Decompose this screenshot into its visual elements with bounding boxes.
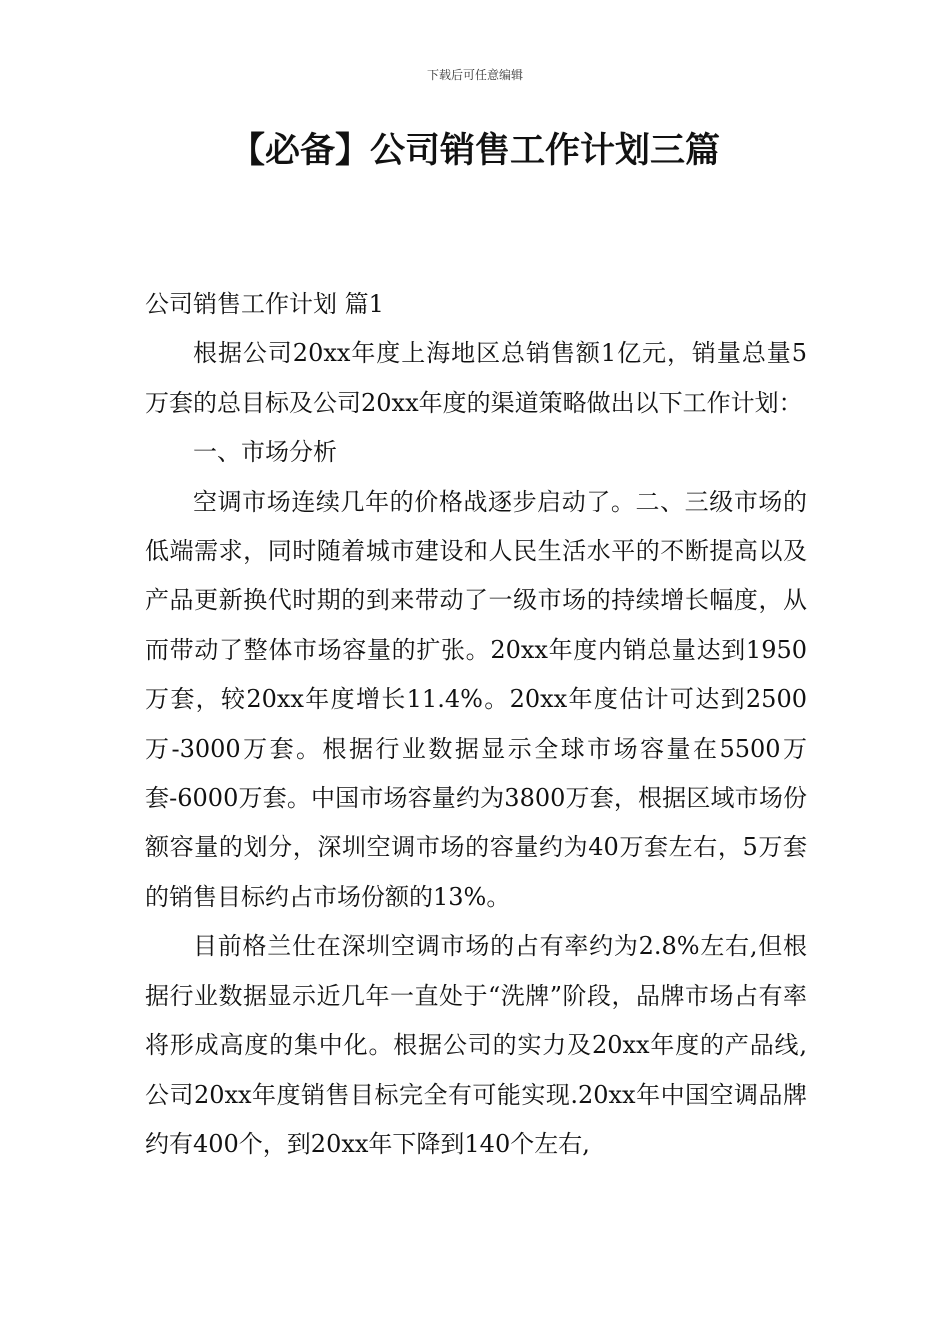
subheading-market-analysis: 一、市场分析 [193, 438, 337, 467]
paragraph-market-overview: 空调市场连续几年的价格战逐步启动了。二、三级市场的低端需求，同时随着城市建设和人民生活水平的不断提高以及产品更新换代时期的到来带动了一级市场的持续增长幅度，从而带动了整体市场容量的扩张。20xx年度内销总量达到1950万套，较20xx年度增长11.4%。20xx年度估计可达到2500万-3000万套。根据行业数据显示全球市场容量在5500万套-6000万套。中国市场容量约为3800万套，根据区域市场份额容量的划分，深圳空调市场的容量约为40万套左右，5万套的销售目标约占市场份额的13%。 [145, 487, 807, 911]
section-heading: 公司销售工作计划 篇1 [145, 290, 384, 318]
header-note: 下载后可任意编辑 [426, 68, 523, 82]
paragraph-market-share: 目前格兰仕在深圳空调市场的占有率约为2.8%左右,但根据行业数据显示近几年一直处于“洗牌”阶段，品牌市场占有率将形成高度的集中化。根据公司的实力及20xx年度的产品线,公司20xx年度销售目标完全有可能实现.20xx年中国空调品牌约有400个，到20xx年下降到140个左右, [145, 932, 807, 1158]
paragraph-intro: 根据公司20xx年度上海地区总销售额1亿元，销量总量5万套的总目标及公司20xx年度的渠道策略做出以下工作计划： [145, 339, 807, 417]
document-body [145, 280, 807, 1169]
document-title: 【必备】公司销售工作计划三篇 [229, 131, 720, 171]
